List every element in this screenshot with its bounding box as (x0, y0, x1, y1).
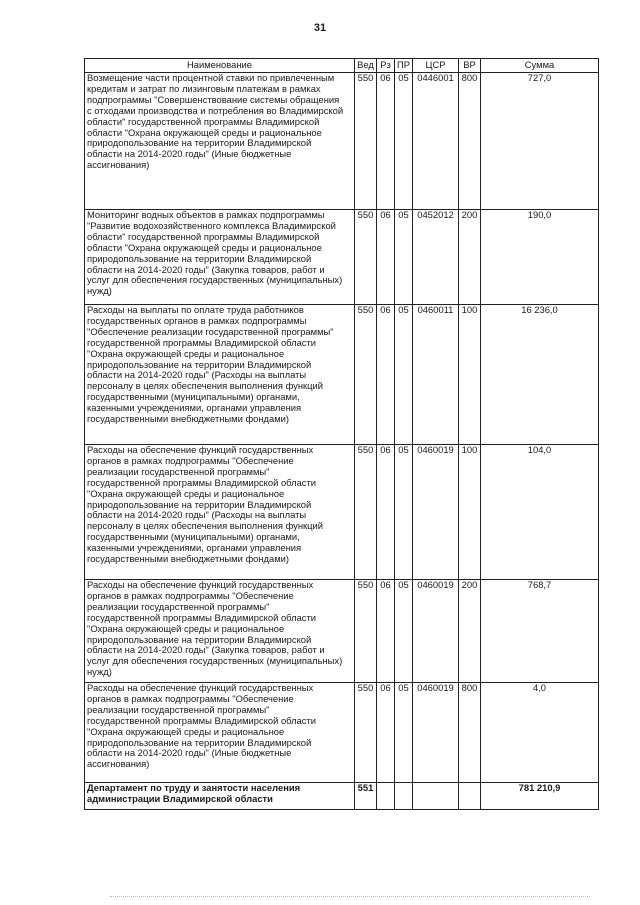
row-csr: 0460019 (413, 445, 459, 580)
budget-table (84, 58, 599, 810)
header-ved: Вед (355, 59, 377, 73)
department-csr (413, 783, 459, 810)
row-sum: 190,0 (481, 210, 599, 305)
row-rz: 06 (377, 580, 395, 683)
row-name: Расходы на выплаты по оплате труда работников государственных органов в рамках подпрограммы "Обеспечение реализации государственной программы" государственной программы Владимирской области "Охрана окружающей среды и рациональное природопользование на территории Владимирской области на 2014-2020 годы" (Расходы на выплаты персоналу в целях обеспечения выполнения функций государственными (муниципальными) органами, казенными учреждениями, органами управления государственными внебюджетными фондами) (85, 305, 355, 445)
row-vr: 200 (459, 210, 481, 305)
page-number: 31 (313, 22, 327, 34)
row-rz: 06 (377, 683, 395, 783)
row-pr: 05 (395, 580, 413, 683)
row-ved: 550 (355, 73, 377, 210)
row-vr: 100 (459, 305, 481, 445)
row-rz: 06 (377, 445, 395, 580)
table-row (85, 580, 599, 683)
row-pr: 05 (395, 683, 413, 783)
row-rz: 06 (377, 210, 395, 305)
header-name: Наименование (85, 59, 355, 73)
row-vr: 800 (459, 73, 481, 210)
header-csr: ЦСР (413, 59, 459, 73)
table-row (85, 445, 599, 580)
row-csr: 0452012 (413, 210, 459, 305)
row-vr: 100 (459, 445, 481, 580)
row-rz: 06 (377, 305, 395, 445)
row-csr: 0460019 (413, 683, 459, 783)
scan-edge-line (110, 896, 590, 897)
department-pr (395, 783, 413, 810)
row-ved: 550 (355, 683, 377, 783)
row-csr: 0460019 (413, 580, 459, 683)
table-row (85, 210, 599, 305)
row-vr: 200 (459, 580, 481, 683)
row-rz: 06 (377, 73, 395, 210)
row-pr: 05 (395, 210, 413, 305)
department-rz (377, 783, 395, 810)
row-ved: 550 (355, 445, 377, 580)
row-name: Расходы на обеспечение функций государственных органов в рамках подпрограммы "Обеспечение реализации государственной программы" государственной программы Владимирской области "Охрана окружающей среды и рациональное природопользование на территории Владимирской области на 2014-2020 годы" (Закупка товаров, работ и услуг для обеспечения государственных (муниципальных) нужд) (85, 580, 355, 683)
row-sum: 727,0 (481, 73, 599, 210)
header-pr: ПР (395, 59, 413, 73)
row-name: Мониторинг водных объектов в рамках подпрограммы "Развитие водохозяйственного комплекса Владимирской области" государственной программы Владимирской области "Охрана окружающей среды и рациональное природопользование на территории Владимирской области на 2014-2020 годы" (Закупка товаров, работ и услуг для обеспечения государственных (муниципальных) нужд) (85, 210, 355, 305)
table-row (85, 305, 599, 445)
header-sum: Сумма (481, 59, 599, 73)
row-ved: 550 (355, 580, 377, 683)
header-rz: Рз (377, 59, 395, 73)
table-row (85, 683, 599, 783)
row-csr: 0446001 (413, 73, 459, 210)
row-name: Возмещение части процентной ставки по привлеченным кредитам и затрат по лизинговым платежам в рамках подпрограммы "Совершенствование системы обращения с отходами производства и потребления во Владимирской области" государственной программы Владимирской области "Охрана окружающей среды и рациональное природопользование на территории Владимирской области на 2014-2020 годы" (Иные бюджетные ассигнования) (85, 73, 355, 210)
row-sum: 16 236,0 (481, 305, 599, 445)
table-header-row (85, 59, 599, 73)
department-name: Департамент по труду и занятости населения администрации Владимирской области (85, 783, 355, 810)
row-ved: 550 (355, 305, 377, 445)
row-vr: 800 (459, 683, 481, 783)
row-sum: 4,0 (481, 683, 599, 783)
department-vr (459, 783, 481, 810)
row-csr: 0460011 (413, 305, 459, 445)
row-sum: 104,0 (481, 445, 599, 580)
row-pr: 05 (395, 305, 413, 445)
header-vr: ВР (459, 59, 481, 73)
row-ved: 550 (355, 210, 377, 305)
row-name: Расходы на обеспечение функций государственных органов в рамках подпрограммы "Обеспечение реализации государственной программы" государственной программы Владимирской области "Охрана окружающей среды и рациональное природопользование на территории Владимирской области на 2014-2020 годы" (Иные бюджетные ассигнования) (85, 683, 355, 783)
row-sum: 768,7 (481, 580, 599, 683)
row-name: Расходы на обеспечение функций государственных органов в рамках подпрограммы "Обеспечение реализации государственной программы" государственной программы Владимирской области "Охрана окружающей среды и рациональное природопользование на территории Владимирской области на 2014-2020 годы" (Расходы на выплаты персоналу в целях обеспечения выполнения функций государственными (муниципальными) органами, казенными учреждениями, органами управления государственными внебюджетными фондами) (85, 445, 355, 580)
row-pr: 05 (395, 73, 413, 210)
department-row (85, 783, 599, 810)
table-row (85, 73, 599, 210)
department-ved: 551 (355, 783, 377, 810)
department-sum: 781 210,9 (481, 783, 599, 810)
row-pr: 05 (395, 445, 413, 580)
